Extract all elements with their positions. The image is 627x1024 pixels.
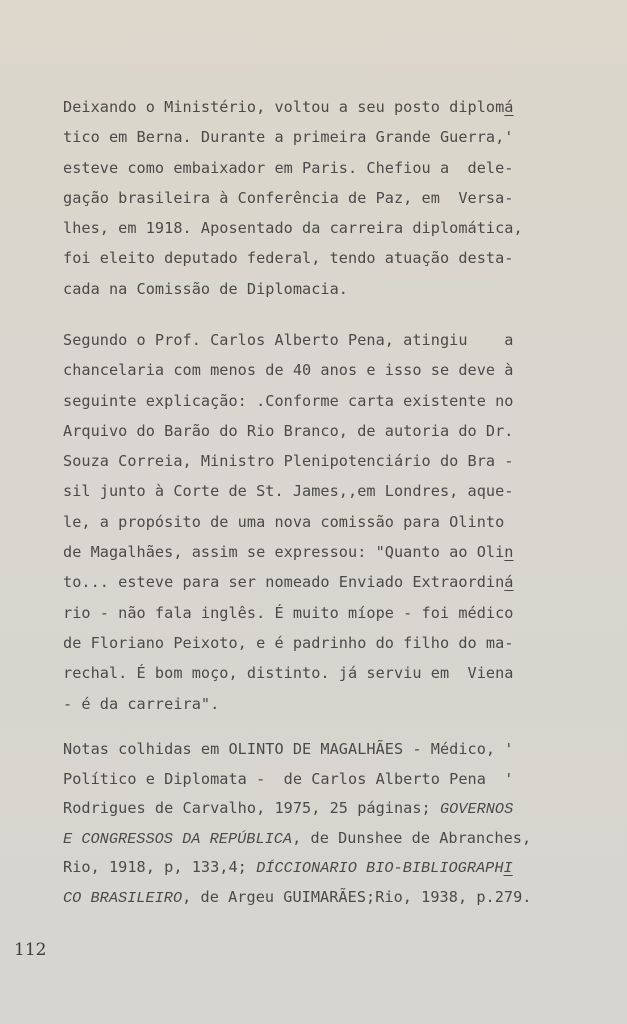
text-segment: seguinte explicação: .Conforme carta existente no [63, 391, 514, 410]
text-line [63, 386, 583, 416]
text-segment: gação brasileira à Conferência de Paz, em Versa- [63, 188, 514, 207]
paragraph-career [63, 92, 583, 304]
text-segment: Arquivo do Barão do Rio Branco, de autoria do Dr. [63, 421, 514, 440]
text-segment: n [504, 543, 514, 562]
text-segment: de Floriano Peixoto, e é padrinho do filho do ma- [63, 633, 514, 652]
text-segment: to... esteve para ser nomeado Enviado Extraordin [63, 573, 505, 592]
text-line [63, 213, 583, 243]
text-line [63, 416, 583, 446]
text-segment: Deixando o Ministério, voltou a seu posto diplom [63, 98, 505, 116]
text-line [63, 853, 583, 883]
paragraph-references [63, 735, 583, 912]
text-line [63, 537, 583, 567]
text-segment: Rodrigues de Carvalho, 1975, 25 páginas; [63, 799, 440, 817]
text-line [63, 122, 583, 152]
text-line [63, 476, 583, 506]
text-segment: Segundo o Prof. Carlos Alberto Pena, atingiu a [63, 331, 514, 349]
text-line [63, 507, 583, 537]
text-segment: , de Dunshee de Abranches, [292, 828, 532, 847]
text-segment: lhes, em 1918. Aposentado da carreira diplomática, [63, 219, 523, 238]
text-segment: foi eleito deputado federal, tendo atuação desta- [63, 249, 514, 268]
text-line [63, 824, 583, 854]
text-segment: á [504, 573, 514, 592]
text-line [63, 183, 583, 213]
text-line [63, 243, 583, 273]
text-segment: Notas colhidas em OLINTO DE MAGALHÃES - Médico, ' [63, 740, 514, 758]
text-segment: esteve como embaixador em Paris. Chefiou a dele- [63, 158, 514, 177]
text-line [63, 735, 583, 765]
text-segment: , de Argeu GUIMARÃES;Rio, 1938, p.279. [182, 887, 532, 906]
text-segment: le, a propósito de uma nova comissão para Olinto [63, 512, 505, 531]
text-segment: CO BRASILEIRO [63, 888, 183, 907]
text-line [63, 153, 583, 183]
text-line [63, 883, 583, 913]
text-line [63, 325, 583, 355]
text-line [63, 658, 583, 688]
text-segment: de Magalhães, assim se expressou: "Quanto ao Oli [63, 543, 505, 562]
text-segment: Político e Diplomata - de Carlos Alberto Pena ' [63, 769, 514, 788]
text-segment: GOVERNOS [439, 800, 514, 818]
paragraph-chancellery [63, 325, 583, 719]
text-line [63, 628, 583, 658]
text-line [63, 689, 583, 719]
page-number: 112 [14, 940, 47, 960]
text-line [63, 765, 583, 795]
text-line [63, 598, 583, 628]
text-line [63, 567, 583, 597]
text-segment: chancelaria com menos de 40 anos e isso se deve à [63, 361, 514, 380]
text-segment: tico em Berna. Durante a primeira Grande Guerra,' [63, 128, 514, 147]
text-segment: rechal. É bom moço, distinto. já serviu em Viena [63, 664, 514, 683]
text-segment: - é da carreira". [63, 694, 220, 713]
text-segment: á [504, 98, 514, 116]
text-line [63, 92, 583, 122]
text-segment: DÍCCIONARIO BIO-BIBLIOGRAPH [256, 859, 504, 877]
text-segment: Souza Correia, Ministro Plenipotenciário do Bra - [63, 452, 514, 471]
text-line [63, 446, 583, 476]
text-segment: rio - não fala inglês. É muito míope - foi médico [63, 603, 514, 622]
text-line [63, 355, 583, 385]
text-segment: cada na Comissão de Diplomacia. [63, 279, 349, 298]
text-segment: I [503, 859, 513, 877]
text-line [63, 794, 583, 824]
text-segment: E CONGRESSOS DA REPÚBLICA [63, 829, 293, 848]
text-segment: Rio, 1918, p, 133,4; [63, 858, 257, 876]
text-line [63, 274, 583, 304]
text-segment: sil junto à Corte de St. James,,em Londres, aque- [63, 482, 514, 501]
